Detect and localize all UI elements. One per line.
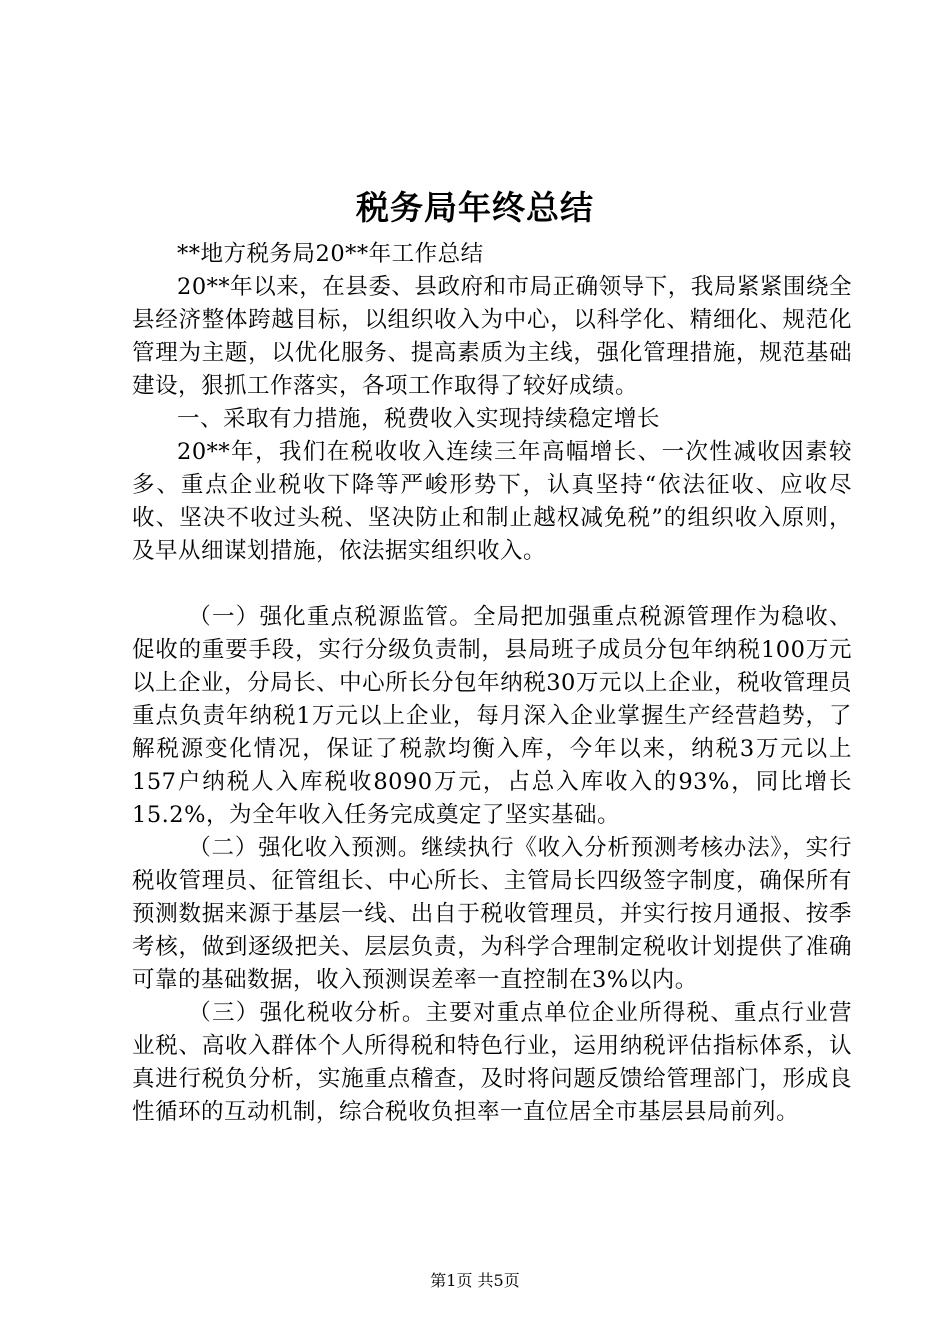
subsection-1-paragraph: （一）强化重点税源监管。全局把加强重点税源管理作为稳收、促收的重要手段，实行分级负责制，县局班子成员分包年纳税100万元以上企业，分局长、中心所长分包年纳税30万元以上企业，税收管理员重点负责年纳税1万元以上企业，每月深入企业掌握生产经营趋势，了解税源变化情况，保证了税款均衡入库，今年以来，纳税3万元以上157户纳税人入库税收8090万元，占总入库收入的93%，同比增长15.2%，为全年收入任务完成奠定了坚实基础。 (132, 604, 852, 828)
section-heading-1: 一、采取有力措施，税费收入实现持续稳定增长 (177, 406, 661, 432)
intro-paragraph: 20**年以来，在县委、县政府和市局正确领导下，我局紧紧围绕全县经济整体跨越目标，以组织收入为中心，以科学化、精细化、规范化管理为主题，以优化服务、提高素质为主线，强化管理措施，规范基础建设，狠抓工作落实，各项工作取得了较好成绩。 (132, 274, 852, 399)
subsection-2-paragraph: （二）强化收入预测。继续执行《收入分析预测考核办法》，实行税收管理员、征管组长、中心所长、主管局长四级签字制度，确保所有预测数据来源于基层一线、出自于税收管理员，并实行按月通报、按季考核，做到逐级把关、层层负责，为科学合理制定税收计划提供了准确可靠的基础数据，收入预测误差率一直控制在3%以内。 (132, 835, 852, 993)
document-body (132, 238, 852, 1129)
page-number-footer: 第1页 共5页 (430, 1271, 520, 1290)
subsection-3-paragraph: （三）强化税收分析。主要对重点单位企业所得税、重点行业营业税、高收入群体个人所得税和特色行业，运用纳税评估指标体系，认真进行税负分析，实施重点稽查，及时将问题反馈给管理部门，形成良性循环的互动机制，综合税收负担率一直位居全市基层县局前列。 (132, 1000, 852, 1125)
section-1-paragraph: 20**年，我们在税收收入连续三年高幅增长、一次性减收因素较多、重点企业税收下降等严峻形势下，认真坚持“依法征收、应收尽收、坚决不收过头税、坚决防止和制止越权减免税”的组织收入原则，及早从细谋划措施，依法据实组织收入。 (132, 439, 852, 564)
document-title: 税务局年终总结 (356, 188, 594, 227)
subtitle-line: **地方税务局20**年工作总结 (177, 241, 484, 267)
